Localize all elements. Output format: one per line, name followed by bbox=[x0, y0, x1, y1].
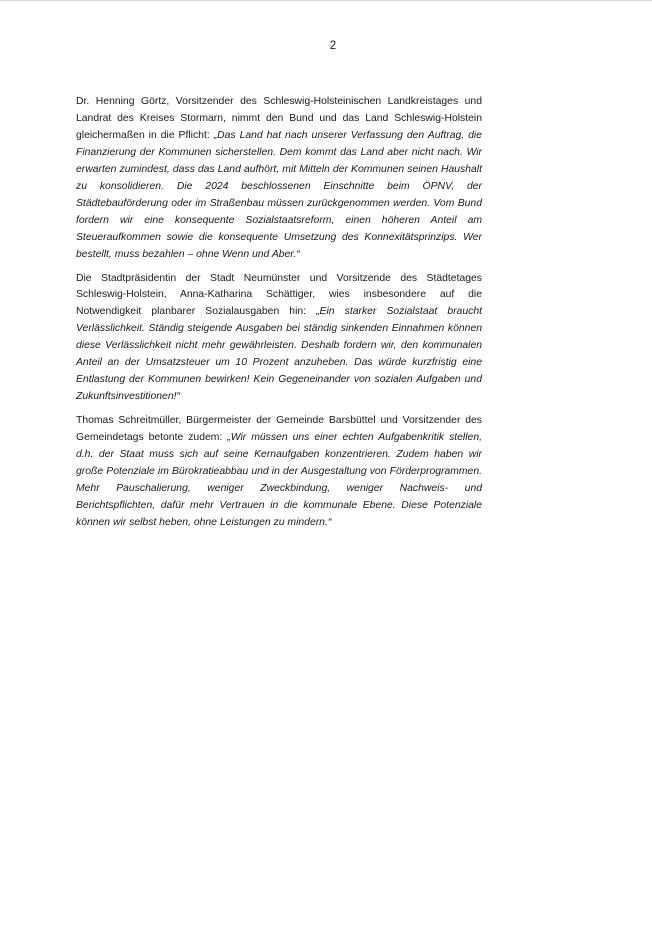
page-top-border bbox=[0, 0, 652, 1]
paragraph-schreitmueller bbox=[76, 413, 482, 532]
quote-text: „Wir müssen uns einer echten Aufgabenkritik stellen, d.h. der Staat muss sich auf seine Kernaufgaben konzentrieren. Zudem haben wir große Potenziale im Bürokratieabbau und in der Ausgestaltung von Förderprogrammen. Mehr Pauschalierung, weniger Zweckbindung, weniger Nachweis- und Berichtspflichten, dafür mehr Vertrauen in die kommunale Ebene. Diese Potenziale können wir selbst heben, ohne Leistungen zu mindern.“ bbox=[76, 432, 482, 528]
paragraph-intro: Die Stadtpräsidentin der Stadt Neumünster und Vorsitzende des Städtetages Schleswig-Holstein, Anna-Katharina Schättiger, wies insbesondere auf die Notwendigkeit planbarer Sozialausgaben hin: bbox=[76, 272, 482, 318]
page-number: 2 bbox=[329, 40, 337, 52]
quote-text: „Das Land hat nach unserer Verfassung den Auftrag, die Finanzierung der Kommunen sicherstellen. Dem kommt das Land aber nicht nach. Wir erwarten zumindest, dass das Land aufhört, mit Mitteln der Kommunen seinen Haushalt zu konsolidieren. Die 2024 beschlossenen Einschnitte beim ÖPNV, der Städtebauförderung oder im Straßenbau müssen zurückgenommen werden. Vom Bund fordern wir eine konsequente Sozialstaatsreform, einen höheren Anteil am Steueraufkommen sowie die konsequente Umsetzung des Konnexitätsprinzips. Wer bestellt, muss bezahlen – ohne Wenn und Aber.“ bbox=[76, 129, 482, 260]
quote-text: „Ein starker Sozialstaat braucht Verlässlichkeit. Ständig steigende Ausgaben bei ständig sinkenden Einnahmen können diese Verlässlichkeit nicht mehr gewährleisten. Deshalb fordern wir, den kommunalen Anteil an der Umsatzsteuer um 10 Prozent anzuheben. Das würde kurzfristig eine Entlastung der Kommunen bewirken! Kein Gegeneinander von sozialen Aufgaben und Zukunftsinvestitionen!“ bbox=[76, 306, 482, 403]
paragraph-goertz bbox=[76, 94, 482, 264]
document-body bbox=[76, 94, 482, 539]
paragraph-intro: Dr. Henning Görtz, Vorsitzender des Schleswig-Holsteinischen Landkreistages und Landrat des Kreises Stormarn, nimmt den Bund und das Land Schleswig-Holstein gleichermaßen in die Pflicht: bbox=[76, 96, 482, 141]
paragraph-intro: Thomas Schreitmüller, Bürgermeister der Gemeinde Barsbüttel und Vorsitzender des Gemeindetags betonte zudem: bbox=[76, 415, 482, 444]
paragraph-schaettiger bbox=[76, 271, 482, 407]
